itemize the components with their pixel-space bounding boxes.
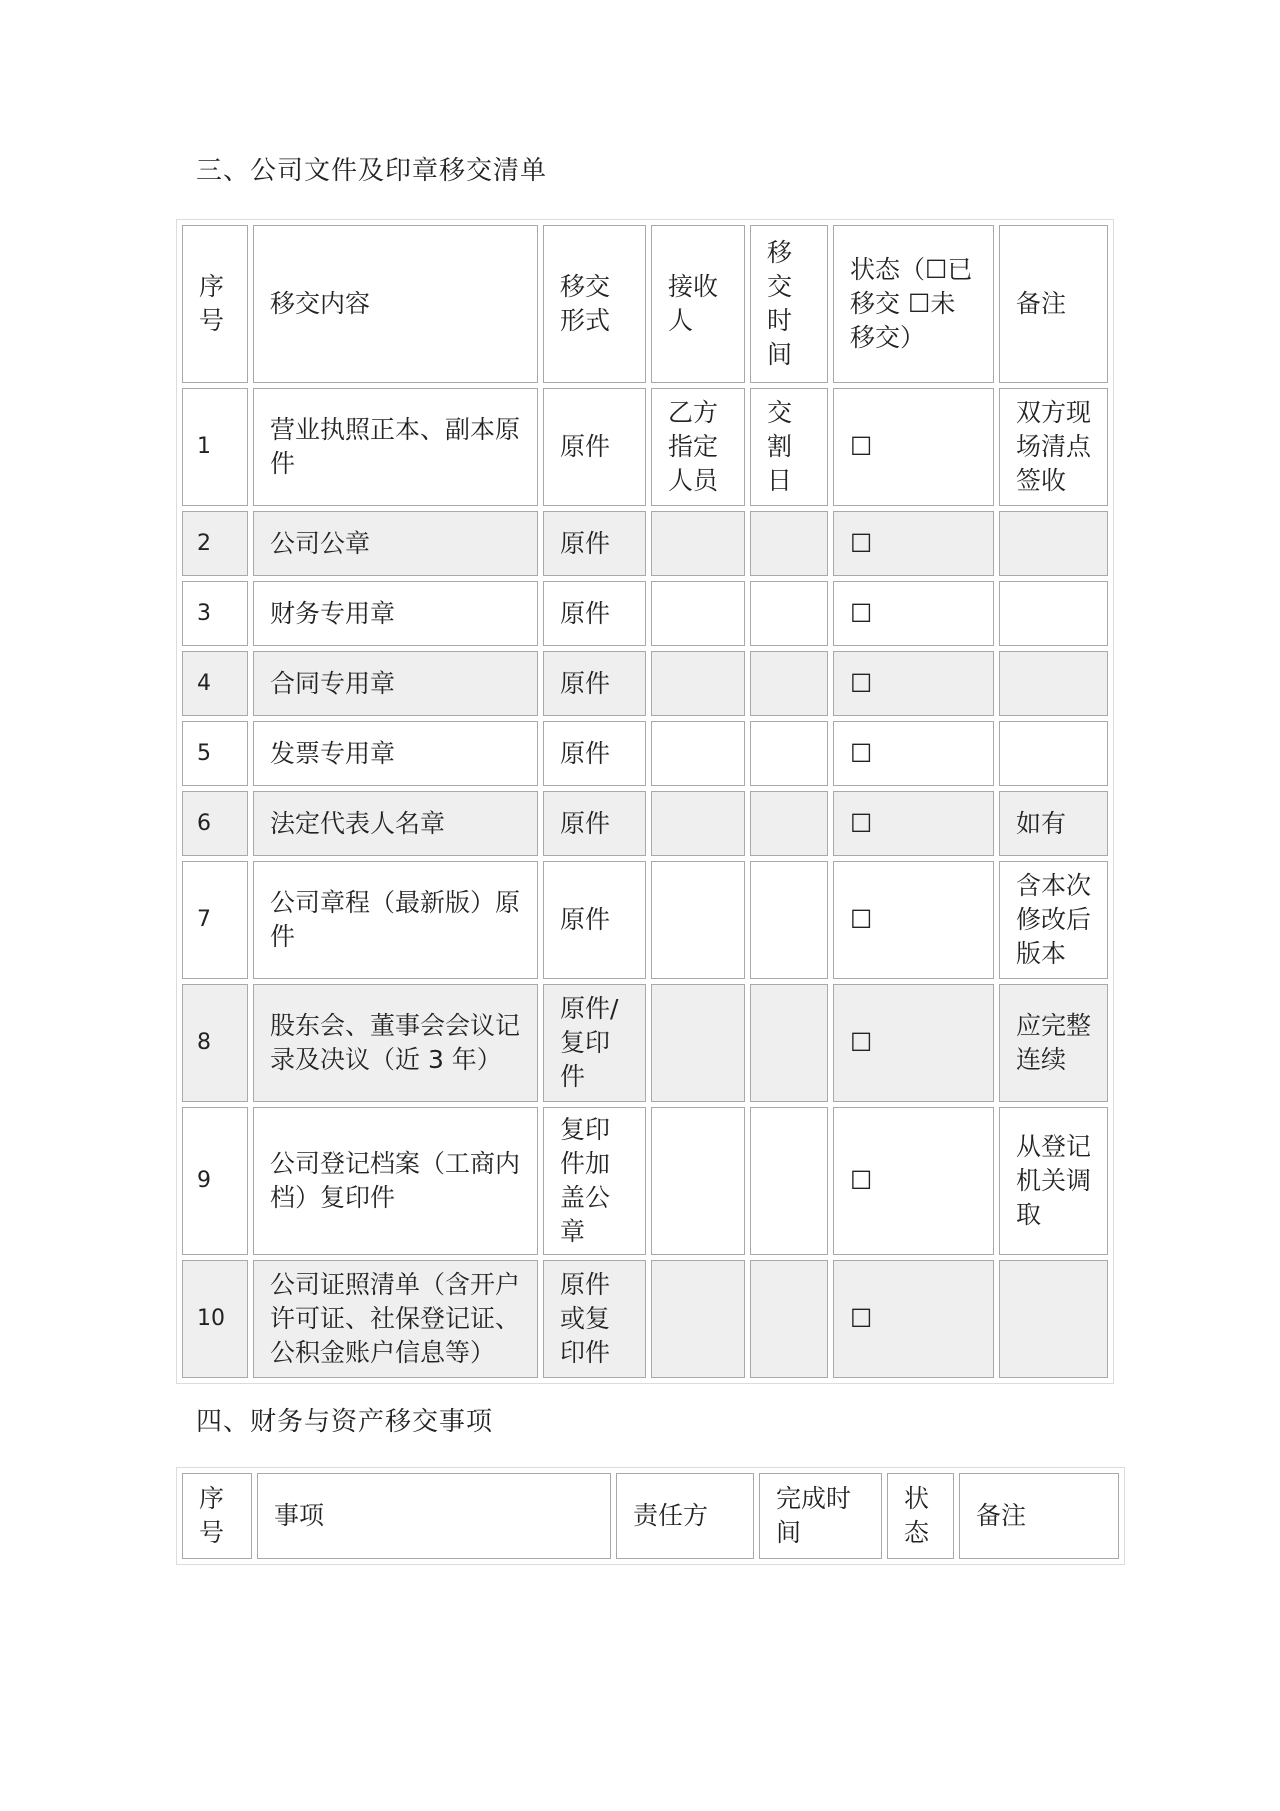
table-row [182,1107,1108,1255]
table-row [182,861,1108,979]
row-no: 9 [182,1107,248,1255]
row-receiver [651,1260,745,1378]
row-receiver [651,1107,745,1255]
header-no: 序号 [182,225,248,383]
row-note [999,581,1108,646]
row-content: 合同专用章 [253,651,538,716]
table-row [182,388,1108,506]
header-status: 状态（☐已移交 ☐未移交） [833,225,994,383]
section-4-title: 四、财务与资产移交事项 [196,1407,494,1437]
status-checkbox[interactable]: ☐ [833,1260,994,1378]
table-row [182,511,1108,576]
status-checkbox[interactable]: ☐ [833,388,994,506]
table-header-row [182,1473,1119,1559]
row-note [999,1260,1108,1378]
header-item: 事项 [257,1473,611,1559]
row-receiver [651,651,745,716]
row-time [750,511,828,576]
section-3-title: 三、公司文件及印章移交清单 [196,156,548,186]
table-row [182,651,1108,716]
row-note: 从登记机关调取 [999,1107,1108,1255]
row-content: 营业执照正本、副本原件 [253,388,538,506]
header-form: 移交形式 [543,225,646,383]
status-checkbox[interactable]: ☐ [833,861,994,979]
row-no: 7 [182,861,248,979]
row-form: 原件 [543,651,646,716]
row-note [999,511,1108,576]
status-checkbox[interactable]: ☐ [833,1107,994,1255]
row-content: 公司公章 [253,511,538,576]
row-content: 公司章程（最新版）原件 [253,861,538,979]
row-time [750,1107,828,1255]
row-time [750,984,828,1102]
status-checkbox[interactable]: ☐ [833,651,994,716]
row-form: 原件 [543,581,646,646]
row-no: 2 [182,511,248,576]
row-content: 股东会、董事会会议记录及决议（近 3 年） [253,984,538,1102]
row-content: 公司登记档案（工商内档）复印件 [253,1107,538,1255]
row-receiver [651,984,745,1102]
table-row [182,1260,1108,1378]
row-note: 应完整连续 [999,984,1108,1102]
finance-asset-table [176,1467,1125,1565]
header-note: 备注 [959,1473,1119,1559]
handover-checklist-table [176,219,1114,1384]
row-form: 原件 [543,861,646,979]
row-no: 10 [182,1260,248,1378]
row-time [750,861,828,979]
table-row [182,984,1108,1102]
header-receiver: 接收人 [651,225,745,383]
row-note [999,651,1108,716]
status-checkbox[interactable]: ☐ [833,791,994,856]
row-no: 3 [182,581,248,646]
status-checkbox[interactable]: ☐ [833,511,994,576]
table-row [182,581,1108,646]
row-form: 原件 [543,791,646,856]
row-form: 复印件加盖公章 [543,1107,646,1255]
row-time [750,721,828,786]
table-row [182,791,1108,856]
row-form: 原件 [543,511,646,576]
row-form: 原件/复印件 [543,984,646,1102]
row-form: 原件 [543,388,646,506]
header-content: 移交内容 [253,225,538,383]
row-content: 发票专用章 [253,721,538,786]
status-checkbox[interactable]: ☐ [833,581,994,646]
table-row [182,721,1108,786]
row-note: 双方现场清点签收 [999,388,1108,506]
row-form: 原件或复印件 [543,1260,646,1378]
row-content: 法定代表人名章 [253,791,538,856]
row-content: 财务专用章 [253,581,538,646]
row-no: 6 [182,791,248,856]
row-note: 如有 [999,791,1108,856]
status-checkbox[interactable]: ☐ [833,721,994,786]
row-receiver [651,581,745,646]
row-no: 5 [182,721,248,786]
row-no: 4 [182,651,248,716]
header-responsible-party: 责任方 [616,1473,754,1559]
row-no: 1 [182,388,248,506]
row-time [750,651,828,716]
row-receiver [651,791,745,856]
status-checkbox[interactable]: ☐ [833,984,994,1102]
header-note: 备注 [999,225,1108,383]
row-receiver [651,861,745,979]
row-form: 原件 [543,721,646,786]
row-receiver [651,721,745,786]
row-content: 公司证照清单（含开户许可证、社保登记证、公积金账户信息等） [253,1260,538,1378]
header-time: 移交时间 [750,225,828,383]
row-no: 8 [182,984,248,1102]
table-header-row [182,225,1108,383]
header-no: 序号 [182,1473,252,1559]
row-time [750,581,828,646]
row-time [750,1260,828,1378]
row-note [999,721,1108,786]
row-receiver [651,511,745,576]
row-receiver: 乙方指定人员 [651,388,745,506]
row-note: 含本次修改后版本 [999,861,1108,979]
header-status: 状态 [887,1473,954,1559]
row-time: 交割日 [750,388,828,506]
row-time [750,791,828,856]
header-completion-time: 完成时间 [759,1473,882,1559]
